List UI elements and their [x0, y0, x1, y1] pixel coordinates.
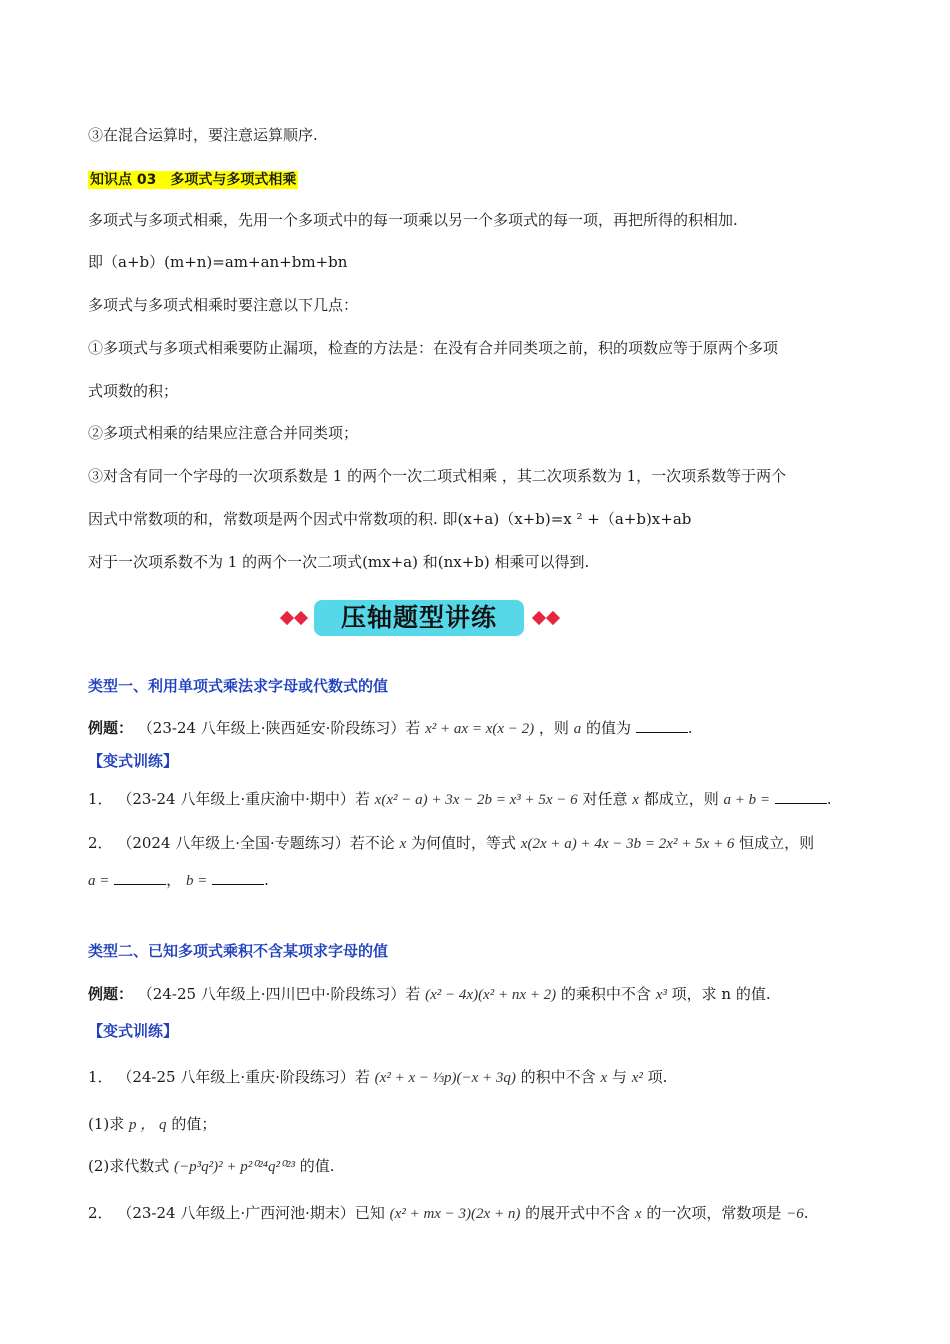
variant-training-label: 【变式训练】 — [88, 1022, 179, 1040]
banner-title: 压轴题型讲练 — [340, 603, 497, 632]
question-text: 的积中不含 — [520, 1068, 596, 1086]
text-line: ①多项式与多项式相乘要防止漏项，检查的方法是：在没有合并同类项之前，积的项数应等于原两个多项 — [88, 339, 779, 357]
question-text: 为何值时，等式 — [411, 834, 517, 852]
formula-line: 即（a+b）(m+n)=am+an+bm+bn — [88, 253, 348, 271]
answer-blank — [212, 870, 264, 885]
question-value: −6 — [786, 1206, 804, 1222]
sub-question-1 — [88, 1113, 216, 1136]
question-text: 恒成立，则 — [739, 834, 815, 852]
type-two-title: 类型二、已知多项式乘积不含某项求字母的值 — [88, 942, 389, 960]
text-line: ②多项式相乘的结果应注意合并同类项； — [88, 424, 359, 442]
text-line: ③对含有同一个字母的一次项系数是 1 的两个一次二项式相乘 ，其二次项系数为 1，一次项系数等于两个 — [88, 467, 787, 485]
question-expression: (x² + mx − 3)(2x + n) — [389, 1206, 521, 1222]
type-one-question-2 — [88, 832, 814, 855]
type-two-example — [88, 983, 771, 1006]
example-question: 的值为 — [585, 719, 631, 737]
period: . — [803, 1204, 809, 1222]
text-line: 多项式与多项式相乘，先用一个多项式中的每一项乘以另一个多项式的每一项，再把所得的积相加. — [88, 211, 738, 229]
type-one-question-1: 1． （23-24 八年级上·重庆渝中·期中）若 x(x² − a) + 3x − 2b = x³ + 5x − 6 对任意 x 都成立，则 a + b = . — [88, 790, 832, 808]
diamond-decoration-icon — [294, 611, 308, 625]
text-line: 多项式与多项式相乘时要注意以下几点： — [88, 296, 359, 314]
text-line: 式项数的积； — [88, 382, 179, 400]
knowledge-point-label: 知识点 03 多项式与多项式相乘 — [90, 172, 297, 188]
type-one-example: 例题： （23-24 八年级上·陕西延安·阶段练习）若 x² + ax = x(x − 2) ，则 a 的值为 . — [88, 719, 693, 737]
question-text: 的一次项，常数项是 — [646, 1204, 782, 1222]
example-equation: x² + ax = x(x − 2) — [425, 721, 535, 737]
question-equation: x(x² − a) + 3x − 2b = x³ + 5x − 6 — [374, 792, 578, 808]
example-label: 例题： — [88, 719, 134, 737]
sub-question-expression: (−p³q²)² + p²⁰²⁴q²⁰²³ — [174, 1159, 295, 1175]
answer-a-label: a = — [88, 873, 110, 889]
question-text: 对任意 — [582, 790, 628, 808]
variant-training-label: 【变式训练】 — [88, 752, 179, 770]
question-source: （2024 八年级上·全国·专题练习）若不论 — [117, 834, 395, 852]
question-text: 项. — [647, 1068, 668, 1086]
knowledge-point-heading — [88, 168, 298, 191]
question-text: 的展开式中不含 — [525, 1204, 631, 1222]
example-label: 例题： — [88, 985, 134, 1003]
example-question: 项，求 n 的值. — [671, 985, 771, 1003]
text-line: 对于一次项系数不为 1 的两个一次二项式(mx+a) 和(nx+b) 相乘可以得到. — [88, 553, 590, 571]
example-term: x³ — [655, 987, 667, 1003]
question-variable: x² — [631, 1070, 643, 1086]
sub-question-text: 的值. — [299, 1157, 335, 1175]
sub-question-2 — [88, 1155, 335, 1178]
example-equation: (x² − 4x)(x² + nx + 2) — [425, 987, 557, 1003]
answer-blank — [636, 718, 688, 733]
separator: ， — [166, 871, 182, 889]
diamond-decoration-icon — [546, 611, 560, 625]
section-banner — [278, 598, 562, 642]
question-number: 1． — [88, 790, 113, 808]
question-variable: x — [399, 836, 407, 852]
question-variable: x — [634, 1206, 642, 1222]
question-source: （23-24 八年级上·广西河池·期末）已知 — [117, 1204, 385, 1222]
question-text: 与 — [611, 1068, 627, 1086]
example-variable: a — [573, 721, 582, 737]
question-source: （23-24 八年级上·重庆渝中·期中）若 — [117, 790, 370, 808]
question-source: （24-25 八年级上·重庆·阶段练习）若 — [117, 1068, 370, 1086]
example-source: （24-25 八年级上·四川巴中·阶段练习）若 — [137, 985, 421, 1003]
type-two-question-2 — [88, 1202, 809, 1225]
question-text: 都成立，则 — [643, 790, 719, 808]
diamond-decoration-icon — [280, 611, 294, 625]
answer-blank — [114, 870, 166, 885]
sub-question-label: (2)求代数式 — [88, 1157, 170, 1175]
example-source: （23-24 八年级上·陕西延安·阶段练习）若 — [137, 719, 421, 737]
sub-question-variables: p ， q — [129, 1117, 167, 1133]
sub-question-label: (1)求 — [88, 1115, 125, 1133]
sub-question-text: 的值； — [171, 1115, 217, 1133]
type-one-title: 类型一、利用单项式乘法求字母或代数式的值 — [88, 677, 389, 695]
diamond-decoration-icon — [532, 611, 546, 625]
example-text: 的乘积中不含 — [560, 985, 651, 1003]
question-number: 2． — [88, 834, 113, 852]
type-two-question-1 — [88, 1066, 667, 1089]
question-expression: a + b = — [723, 792, 771, 808]
answer-b-label: b = — [185, 873, 208, 889]
answer-blank — [775, 789, 827, 804]
example-connector: ，则 — [538, 719, 569, 737]
question-variable: x — [600, 1070, 608, 1086]
question-variable: x — [632, 792, 639, 808]
question-expression: (x² + x − ⅓p)(−x + 3q) — [374, 1070, 516, 1086]
text-line: 因式中常数项的和，常数项是两个因式中常数项的积. 即(x+a)（x+b)=x ² +（a+b)x+ab — [88, 510, 692, 528]
question-equation: x(2x + a) + 4x − 3b = 2x² + 5x + 6 — [520, 836, 735, 852]
question-number: 1． — [88, 1068, 113, 1086]
text-line: ③在混合运算时，要注意运算顺序. — [88, 126, 318, 144]
type-one-question-2-answers: a = ， b = . — [88, 871, 269, 889]
question-number: 2． — [88, 1204, 113, 1222]
